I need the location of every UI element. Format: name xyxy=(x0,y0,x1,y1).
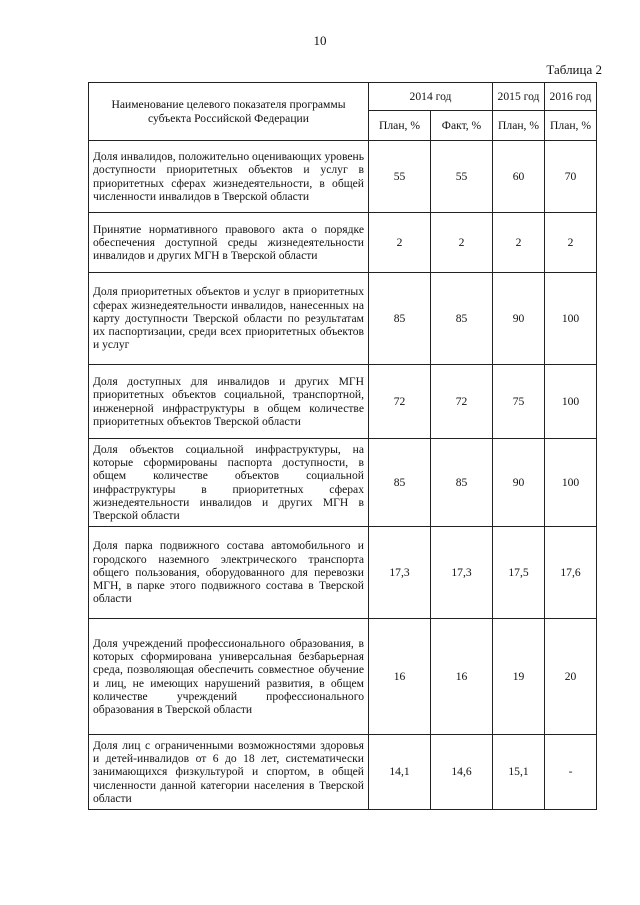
plan-2016-value: 2 xyxy=(545,213,597,273)
table-row xyxy=(89,365,597,439)
table-row xyxy=(89,141,597,213)
fact-2014-value: 72 xyxy=(431,365,493,439)
header-year-2016: 2016 год xyxy=(545,83,597,111)
plan-2016-value: 100 xyxy=(545,273,597,365)
fact-2014-value: 17,3 xyxy=(431,527,493,619)
fact-2014-value: 85 xyxy=(431,439,493,527)
table-caption: Таблица 2 xyxy=(546,62,602,77)
fact-2014-value: 16 xyxy=(431,619,493,735)
header-plan-2015: План, % xyxy=(493,111,545,141)
plan-2015-value: 19 xyxy=(493,619,545,735)
page-number: 10 xyxy=(313,33,327,48)
plan-2015-value: 17,5 xyxy=(493,527,545,619)
header-year-2015: 2015 год xyxy=(493,83,545,111)
plan-2015-value: 90 xyxy=(493,439,545,527)
indicator-name: Доля инвалидов, положительно оценивающих уровень доступности приоритетных объектов и услуг в приоритетных сферах жизнедеятельности, в общей численности инвалидов в Тверской области xyxy=(89,141,369,213)
plan-2014-value: 85 xyxy=(369,439,431,527)
plan-2016-value: 70 xyxy=(545,141,597,213)
indicator-name: Принятие нормативного правового акта о порядке обеспечения доступной среды жизнедеятельности инвалидов и других МГН в Тверской области xyxy=(89,213,369,273)
plan-2014-value: 55 xyxy=(369,141,431,213)
plan-2015-value: 2 xyxy=(493,213,545,273)
fact-2014-value: 14,6 xyxy=(431,735,493,810)
plan-2014-value: 14,1 xyxy=(369,735,431,810)
indicator-name: Доля парка подвижного состава автомобильного и городского наземного электрического транспорта общего пользования, оборудованного для перевозки МГН, в парке этого подвижного состава в Тверской области xyxy=(89,527,369,619)
indicator-name: Доля учреждений профессионального образования, в которых сформирована универсальная безбарьерная среда, позволяющая обеспечить совместное обучение и лиц, не имеющих нарушений развития, в общем количестве учреждений профессионального образования в Тверской области xyxy=(89,619,369,735)
table-row xyxy=(89,439,597,527)
header-year-2014: 2014 год xyxy=(369,83,493,111)
table-row xyxy=(89,527,597,619)
table-row xyxy=(89,619,597,735)
plan-2016-value: 100 xyxy=(545,365,597,439)
plan-2014-value: 72 xyxy=(369,365,431,439)
plan-2015-value: 60 xyxy=(493,141,545,213)
header-fact-2014: Факт, % xyxy=(431,111,493,141)
header-indicator-name: Наименование целевого показателя программы субъекта Российской Федерации xyxy=(89,83,369,141)
fact-2014-value: 2 xyxy=(431,213,493,273)
indicator-name: Доля лиц с ограниченными возможностями здоровья и детей-инвалидов от 6 до 18 лет, систематически занимающихся физкультурой и спортом, в общей численности данной категории населения в Тверской области xyxy=(89,735,369,810)
fact-2014-value: 55 xyxy=(431,141,493,213)
plan-2016-value: 20 xyxy=(545,619,597,735)
plan-2016-value: 100 xyxy=(545,439,597,527)
plan-2015-value: 90 xyxy=(493,273,545,365)
header-plan-2014: План, % xyxy=(369,111,431,141)
table-row xyxy=(89,213,597,273)
plan-2015-value: 75 xyxy=(493,365,545,439)
indicator-name: Доля приоритетных объектов и услуг в приоритетных сферах жизнедеятельности инвалидов, нанесенных на карту доступности Тверской области по результатам их паспортизации, среди всех приоритетных объектов и услуг xyxy=(89,273,369,365)
plan-2014-value: 2 xyxy=(369,213,431,273)
header-plan-2016: План, % xyxy=(545,111,597,141)
plan-2014-value: 17,3 xyxy=(369,527,431,619)
plan-2015-value: 15,1 xyxy=(493,735,545,810)
plan-2014-value: 85 xyxy=(369,273,431,365)
fact-2014-value: 85 xyxy=(431,273,493,365)
indicators-table xyxy=(88,82,597,810)
indicator-name: Доля объектов социальной инфраструктуры, на которые сформированы паспорта доступности, в общем количестве объектов социальной инфраструктуры в приоритетных сферах жизнедеятельности инвалидов и других МГН в Тверской области xyxy=(89,439,369,527)
plan-2014-value: 16 xyxy=(369,619,431,735)
plan-2016-value: 17,6 xyxy=(545,527,597,619)
indicator-name: Доля доступных для инвалидов и других МГН приоритетных объектов социальной, транспортной, инженерной инфраструктуры в общем количестве приоритетных объектов Тверской области xyxy=(89,365,369,439)
plan-2016-value: - xyxy=(545,735,597,810)
table-row xyxy=(89,735,597,810)
table-row xyxy=(89,273,597,365)
